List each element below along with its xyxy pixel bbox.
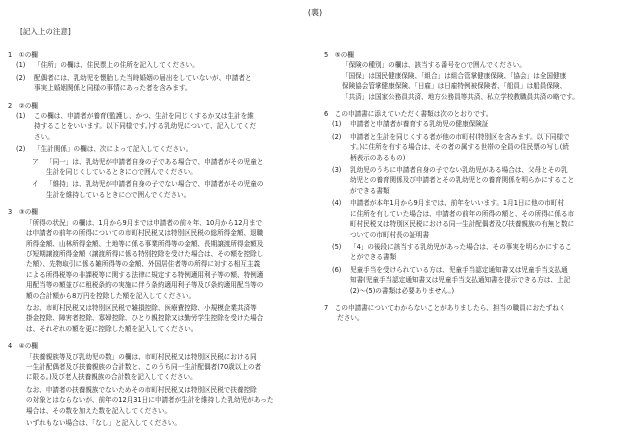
note-subitem xyxy=(8,144,310,154)
note-subitem xyxy=(8,60,310,70)
subitem-number: (5) xyxy=(332,242,342,251)
note-item xyxy=(324,303,624,324)
note-heading: 7 この申請書についてわからないことがありましたら、担当の職員におたずねく ださい。 xyxy=(324,303,566,323)
note-paragraph: なお、申請者の扶養親族でないためその市町村民税又は特別区民税で扶養控除 の対象とはならないが、前年の12月31日に申請者が生計を維持した乳幼児があった 場合は、その数を加えた数を記入してください。 xyxy=(26,385,274,415)
note-subitem xyxy=(324,242,624,263)
note-subitem xyxy=(324,132,624,163)
subitem-text: 「同一」は、乳幼児が申請者自身の子である場合で、申請者がその児童と 生計を同じくしているときに○で囲んでください。 xyxy=(46,157,264,177)
subitem-number: (2) xyxy=(332,132,342,141)
subitem-number: (4) xyxy=(332,199,342,208)
note-heading: 1 ①の欄 xyxy=(8,51,38,59)
note-subitem xyxy=(8,179,310,200)
note-subitem xyxy=(8,157,310,178)
note-heading: 5 ⑤の欄 xyxy=(324,51,354,59)
right-column xyxy=(324,50,624,331)
subitem-number: (3) xyxy=(332,166,342,175)
note-paragraph: なお、市町村民税又は特別区民税で雑損控除、医療費控除、小規模企業共済等 掛金控除、障害者控除、寡婦控除、ひとり親控除又は勤労学生控除を受けた場合 は、それぞれの額を更に控除した額を記入してください。 xyxy=(26,303,264,333)
note-item xyxy=(8,50,310,94)
note-paragraph: 「扶養親族等及び乳幼児の数」の欄は、市町村民税又は特別区民税における同 一生計配偶者及び扶養親族の合計数と、このうち同一生計配偶者(70歳以上の者 に限る。)及び老人扶養親族の合計数を記入してください。 xyxy=(26,352,262,382)
subitem-number: (2) xyxy=(16,145,26,154)
note-paragraph: 「保険の種別」の欄は、該当する番号を○で囲んでください。 「国保」は国民健康保険、「組合」は組合管掌健康保険、「協会」は全国健康 保険協会管掌健康保険、「日雇」は日雇特例被保険者、「船員」は船員保険、 「共済」は国家公務員共済、地方公務員等共済、私立学校教職員共済の略です。 xyxy=(342,61,579,101)
subitem-number: (2) xyxy=(16,73,26,82)
subitem-number: (1) xyxy=(16,112,26,121)
note-subitem xyxy=(8,111,310,142)
note-subitem xyxy=(324,265,624,296)
subitem-text: この欄は、申請者が養育(監護し、かつ、生計を同じくするか又は生計を維 持することをいいます。以下同様です。)する乳幼児について、記入してくだ さい。 xyxy=(34,112,257,141)
note-heading: 2 ②の欄 xyxy=(8,101,38,110)
subitem-text: 「住所」の欄は、住民票上の住所を記入してください。 xyxy=(34,61,199,70)
note-item xyxy=(324,50,624,102)
notes-section-title: [記入上の注意] xyxy=(20,27,71,36)
page-mark: (裏) xyxy=(307,8,323,17)
note-heading: 3 ③の欄 xyxy=(8,208,38,217)
note-item xyxy=(8,341,310,428)
subitem-number: イ xyxy=(32,180,39,189)
subitem-text: 「生計関係」の欄は、次によって記入してください。 xyxy=(34,145,193,154)
subitem-text: 申請者が本年1月から9月までは、前年をいいます。1月1日に他の市町村 に住所を有していた場合は、申請者の前年の所得の額と、その所得に係る市 町村民税又は特別区民税における同一生計配偶者及び扶養親族の有無と数に ついての市町村長の証明書 xyxy=(350,199,575,239)
subitem-number: (1) xyxy=(332,120,342,129)
subitem-text: 乳幼児のうちに申請者自身の子でない乳幼児がある場合は、父母とその乳 幼児との養育関係及び申請者とその乳幼児との養育関係を明らかにすること ができる書類 xyxy=(350,166,575,195)
subitem-number: ア xyxy=(32,157,39,166)
note-paragraph: 「所得の状況」の欄は、1月から9月までは申請者の前々年、10月から12月まで は申請者の前年の所得についての市町村民税又は特別区民税の総所得金額、退職 所得金額、山林所得金額、土地等に係る事業所得等の金額、長期譲渡所得金額及 び短期譲渡所得金額（譲渡所得に係る特別控除を受けた場合は、その額を控除し た額）、先物取引に係る雑所得等の金額、外国居住者等の所得に対する相互主義 による所得税等の非課税等に関する法律に規定する特例適用利子等の額、特例適 用配当等の額並びに租税条約の実施に伴う条約適用利子等及び条約適用配当等の 額の合計額から8万円を控除した額を記入してください。 xyxy=(26,218,264,300)
note-item xyxy=(324,109,624,296)
subitem-text: 児童手当を受けられている方は、児童手当認定通知書又は児童手当支払通 知書(児童手当認定通知書又は児童手当支払通知書を提示できる方は、上記 (2)〜(5)の書類は必要ありません。) xyxy=(350,265,571,295)
note-subitem xyxy=(324,119,624,129)
subitem-text: 「維持」は、乳幼児が申請者自身の子でない場合で、申請者がその児童の 生計を維持しているときに○で囲んでください。 xyxy=(46,180,264,199)
subitem-number: (6) xyxy=(332,265,342,274)
subitem-text: 申請者と生計を同じくする者が他の市町村(特別区を含みます。以下同様で す。)に住所を有する場合は、その者の属する世帯の全員の住民票の写し(続 柄表示のあるもの) xyxy=(350,132,570,162)
note-item xyxy=(8,207,310,334)
note-subitem xyxy=(8,73,310,94)
note-heading: 4 ④の欄 xyxy=(8,342,38,351)
subitem-text: 配偶者には、乳幼児を懐胎した当時婚姻の届出をしていないが、申請者と 事実上婚姻関係と同様の事情にあった者を含みます。 xyxy=(34,73,252,93)
subitem-number: (1) xyxy=(16,61,26,70)
note-item xyxy=(8,101,310,201)
subitem-text: 「4」の後段に該当する乳幼児があった場合は、その事実を明らかにするこ とができる書類 xyxy=(350,242,572,262)
left-column xyxy=(8,50,310,435)
subitem-text: 申請者と申請者が養育する乳幼児の健康保険証 xyxy=(350,120,489,129)
note-heading: 6 この申請書に添えていただく書類は次のとおりです。 xyxy=(324,110,493,119)
note-paragraph: いずれもない場合は、「なし」と記入してください。 xyxy=(26,419,181,427)
note-subitem xyxy=(324,198,624,240)
note-subitem xyxy=(324,165,624,196)
